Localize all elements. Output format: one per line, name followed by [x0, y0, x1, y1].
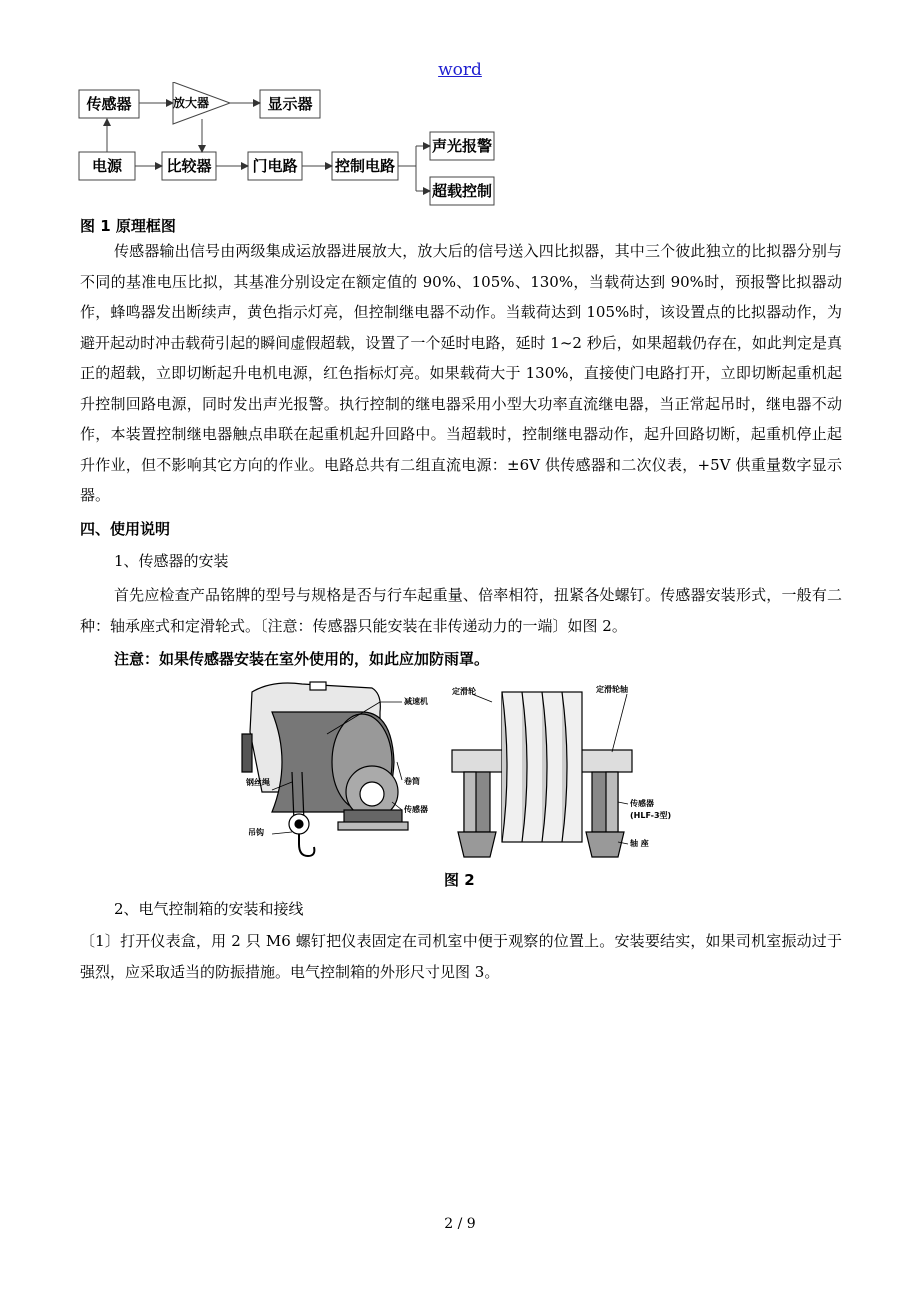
figure1-caption: 图 1 原理框图 — [80, 217, 176, 235]
fixed-pulley-drawing — [452, 692, 632, 857]
label-reducer: 减速机 — [404, 697, 428, 706]
subheading-control-box: 2、电气控制箱的安装和接线 — [114, 900, 304, 918]
label-fixed-pulley: 定滑轮 — [452, 687, 476, 696]
block-power-label: 电源 — [91, 157, 123, 175]
block-alarm-label: 声光报警 — [431, 137, 493, 155]
label-bearing-seat: 轴 座 — [630, 839, 649, 848]
label-sensor-right: 传感器 — [630, 799, 654, 808]
paragraph-control-box: 〔1〕打开仪表盒，用 2 只 M6 螺钉把仪表固定在司机室中便于观察的位置上。安装要结实，如果司机室振动过于强烈，应采取适当的防振措施。电气控制箱的外形尺寸见图 3。 — [80, 932, 842, 981]
label-wire-rope: 钢丝绳 — [246, 778, 270, 787]
label-sensor-left: 传感器 — [404, 805, 428, 814]
subheading-sensor-install: 1、传感器的安装 — [114, 552, 229, 570]
block-gate-label: 门电路 — [252, 157, 298, 175]
bearing-seat-winch-drawing — [242, 682, 408, 856]
paragraph-principle: 传感器输出信号由两级集成运放器进展放大，放大后的信号送入四比拟器，其中三个彼此独立的比拟器分别与不同的基准电压比拟，其基准分别设定在额定值的 90%、105%、130%，当载荷达到 90%时，预报警比拟器动作，蜂鸣器发出断续声，黄色指示灯亮，但控制继电器不动作。当载荷达到 105%时，该设置点的比拟器动作，为避开起动时冲击载荷引起的瞬间虚假超载，设置了一个延时电路，延时 1~2 秒后，如果超载仍存在，如此判定是真正的超载，立即切断起升电机电源，红色指标灯亮。如果载荷大于 130%，直接使门电路打开，立即切断起重机起升控制回路电源，同时发出声光报警。执行控制的继电器采用小型大功率直流继电器，当正常起吊时，继电器不动作，本装置控制继电器触点串联在起重机起升回路中。当超载时，控制继电器动作，起升回路切断，起重机停止起升作业，但不影响其它方向的作业。电路总共有二组直流电源：±6V 供传感器和二次仪表，+5V 供重量数字显示器。 — [80, 242, 842, 504]
block-comparator-label: 比较器 — [166, 157, 212, 175]
section-heading-usage: 四、使用说明 — [80, 520, 171, 538]
label-hook: 吊钩 — [248, 828, 264, 837]
block-sensor-label: 传感器 — [86, 95, 132, 113]
paragraph-sensor-install: 首先应检查产品铭牌的型号与规格是否与行车起重量、倍率相符，扭紧各处螺钉。传感器安装形式，一般有二种：轴承座式和定滑轮式。〔注意：传感器只能安装在非传递动力的一端〕如图 2。 — [80, 586, 842, 635]
block-display-label: 显示器 — [267, 95, 313, 113]
label-fixed-pulley-shaft: 定滑轮轴 — [596, 685, 628, 694]
label-sensor-model: (HLF-3型) — [630, 811, 672, 820]
sensor-installation-diagram — [232, 672, 692, 862]
principle-block-diagram — [78, 82, 508, 214]
label-drum: 卷筒 — [404, 777, 420, 786]
block-amplifier-label: 放大器 — [172, 96, 210, 110]
header-word-link[interactable]: word — [438, 60, 482, 80]
note-rain-cover: 注意：如果传感器安装在室外使用的，如此应加防雨罩。 — [114, 650, 490, 668]
block-control-label: 控制电路 — [334, 157, 396, 175]
figure2-caption: 图 2 — [444, 871, 475, 889]
page-number: 2 / 9 — [444, 1216, 476, 1232]
block-overload-label: 超载控制 — [431, 182, 493, 200]
